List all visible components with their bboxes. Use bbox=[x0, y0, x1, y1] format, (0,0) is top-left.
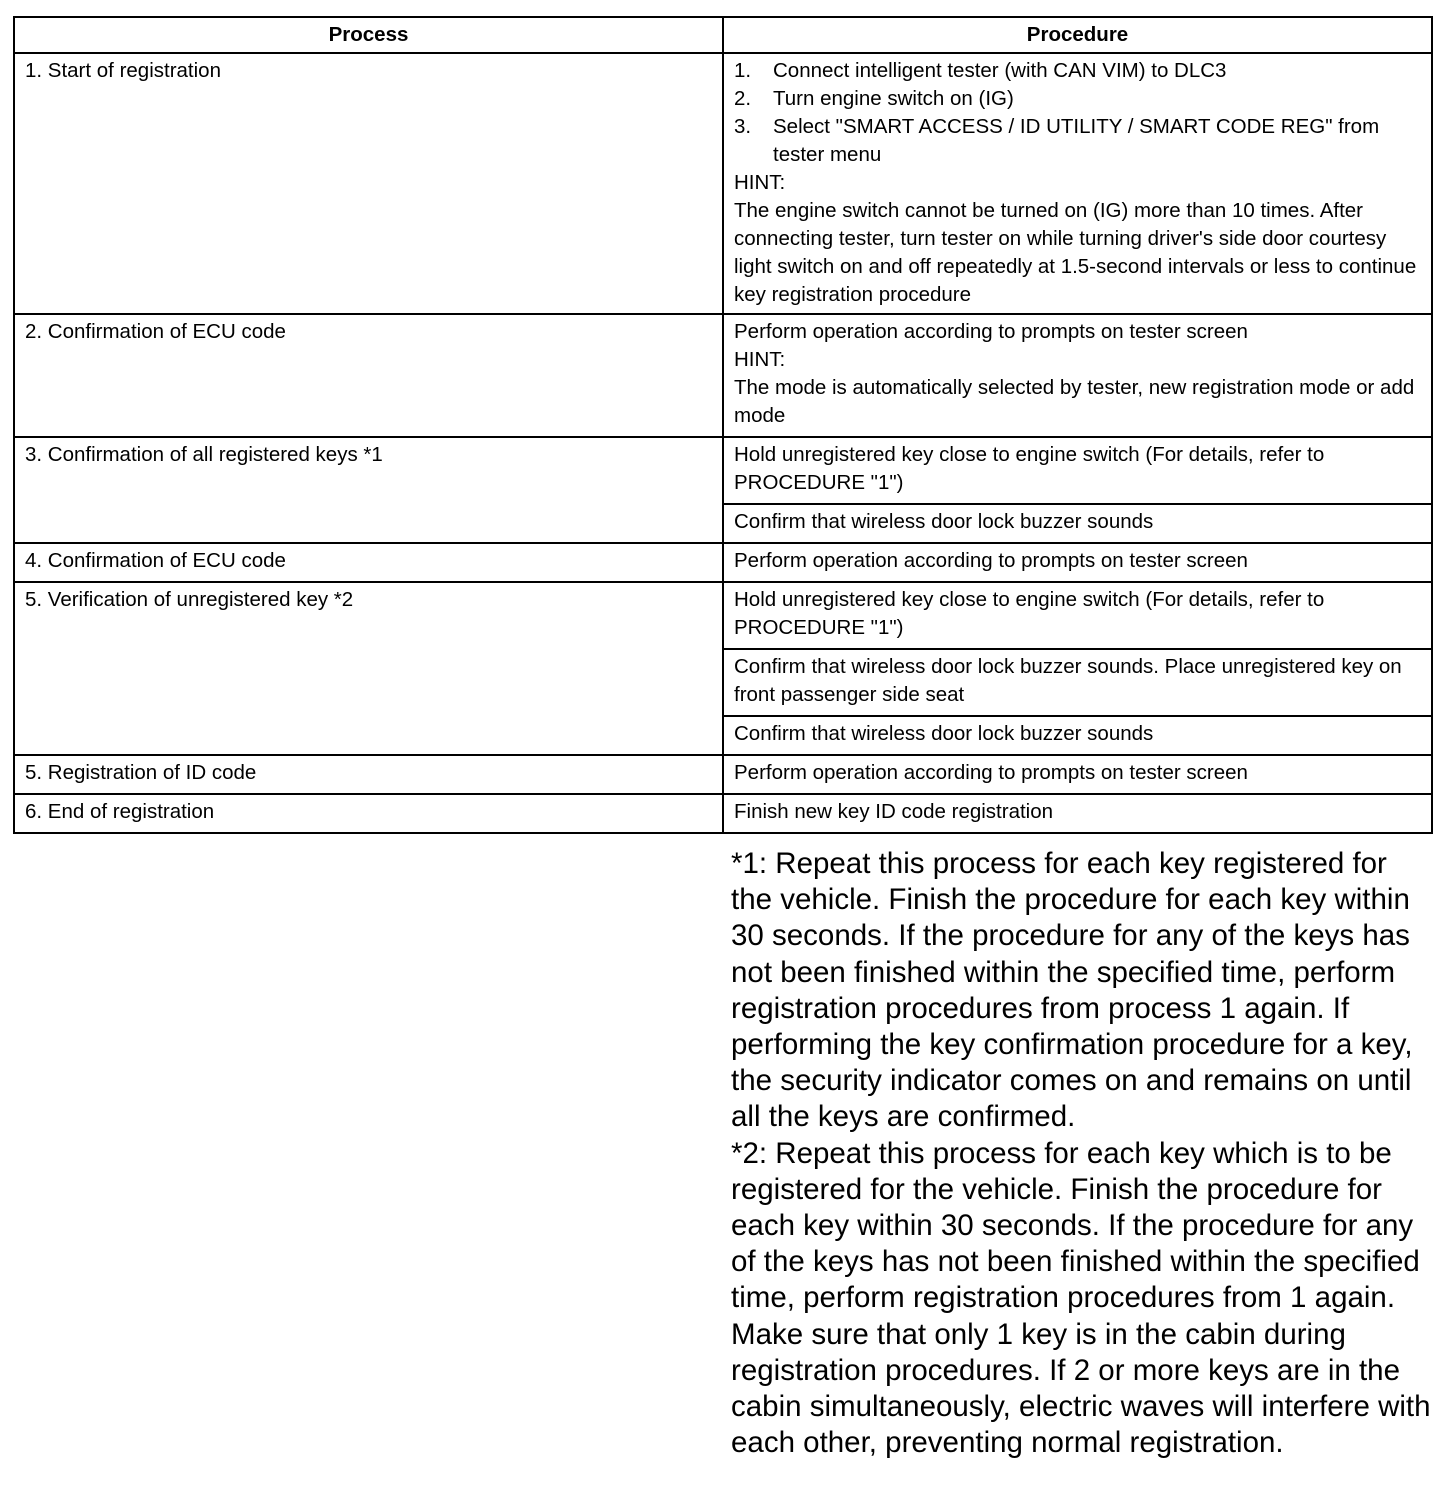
list-item bbox=[734, 57, 1421, 85]
procedure-text: Perform operation according to prompts on tester screen bbox=[734, 320, 1248, 343]
step-number: 1. bbox=[734, 59, 752, 82]
table-row bbox=[14, 437, 1432, 504]
procedure-cell bbox=[723, 314, 1432, 437]
process-cell: 1. Start of registration bbox=[14, 53, 723, 314]
table-header-row bbox=[14, 17, 1432, 53]
footnote-2: *2: Repeat this process for each key which is to be registered for the vehicle. Finish the procedure for each key within 30 seconds. If the procedure for any of the keys has not been finished within the specified time, perform registration procedures from 1 again. Make sure that only 1 key is in the cabin during registration procedures. If 2 or more keys are in the cabin simultaneously, electric waves will interfere with each other, preventing normal registration. bbox=[731, 1136, 1431, 1460]
procedure-cell: Perform operation according to prompts on tester screen bbox=[723, 543, 1432, 582]
procedure-cell: Confirm that wireless door lock buzzer sounds bbox=[723, 716, 1432, 755]
process-cell: 2. Confirmation of ECU code bbox=[14, 314, 723, 437]
process-cell: 5. Verification of unregistered key *2 bbox=[14, 582, 723, 755]
registration-procedure-table bbox=[13, 16, 1433, 834]
footnote-1: *1: Repeat this process for each key registered for the vehicle. Finish the procedure for each key within 30 seconds. If the procedure for any of the keys has not been finished within the specified time, perform registration procedures from process 1 again. If performing the key confirmation procedure for a key, the security indicator comes on and remains on until all the keys are confirmed. bbox=[731, 847, 1413, 1134]
process-cell: 4. Confirmation of ECU code bbox=[14, 543, 723, 582]
table-row bbox=[14, 53, 1432, 314]
step-text: Select "SMART ACCESS / ID UTILITY / SMART CODE REG" from tester menu bbox=[773, 115, 1380, 166]
procedure-cell: Hold unregistered key close to engine switch (For details, refer to PROCEDURE "1") bbox=[723, 582, 1432, 649]
table-row bbox=[14, 755, 1432, 794]
process-cell: 6. End of registration bbox=[14, 794, 723, 833]
step-number: 2. bbox=[734, 87, 752, 110]
list-item bbox=[734, 113, 1421, 169]
hint-label: HINT: bbox=[734, 171, 786, 194]
step-text: Turn engine switch on (IG) bbox=[773, 87, 1014, 110]
list-item bbox=[734, 85, 1421, 113]
footnotes bbox=[731, 846, 1431, 1461]
step-text: Connect intelligent tester (with CAN VIM) to DLC3 bbox=[773, 59, 1227, 82]
hint-label: HINT: bbox=[734, 348, 786, 371]
table-row bbox=[14, 582, 1432, 649]
process-cell: 5. Registration of ID code bbox=[14, 755, 723, 794]
hint-text: The engine switch cannot be turned on (IG) more than 10 times. After connecting tester, turn tester on while turning driver's side door courtesy light switch on and off repeatedly at 1.5-second intervals or less to continue key registration procedure bbox=[734, 199, 1417, 306]
procedure-cell: Confirm that wireless door lock buzzer sounds bbox=[723, 504, 1432, 543]
table-row bbox=[14, 314, 1432, 437]
step-list bbox=[734, 57, 1421, 169]
table-row bbox=[14, 543, 1432, 582]
procedure-cell: Confirm that wireless door lock buzzer sounds. Place unregistered key on front passenger side seat bbox=[723, 649, 1432, 716]
step-number: 3. bbox=[734, 115, 752, 138]
procedure-cell: Finish new key ID code registration bbox=[723, 794, 1432, 833]
hint-text: The mode is automatically selected by tester, new registration mode or add mode bbox=[734, 376, 1415, 427]
procedure-column-header: Procedure bbox=[723, 17, 1432, 53]
procedure-cell: Perform operation according to prompts on tester screen bbox=[723, 755, 1432, 794]
table-row bbox=[14, 794, 1432, 833]
process-column-header: Process bbox=[14, 17, 723, 53]
procedure-cell: Hold unregistered key close to engine switch (For details, refer to PROCEDURE "1") bbox=[723, 437, 1432, 504]
procedure-cell bbox=[723, 53, 1432, 314]
process-cell: 3. Confirmation of all registered keys *1 bbox=[14, 437, 723, 543]
